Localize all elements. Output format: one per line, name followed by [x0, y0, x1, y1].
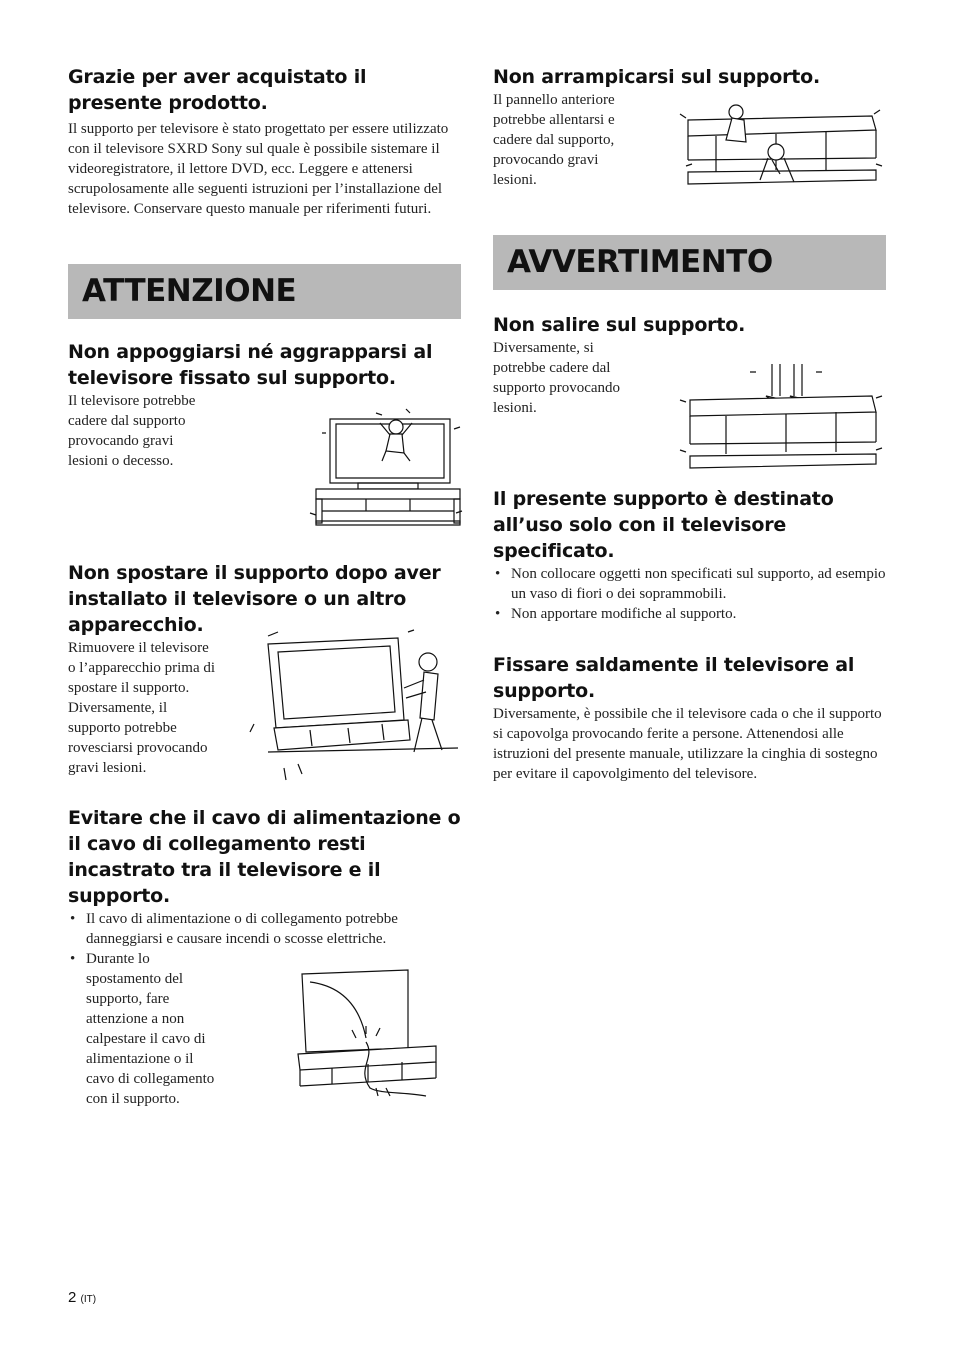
stand-warning-text: Diversamente, si potrebbe cadere dal supporto provocando lesioni. [493, 340, 621, 416]
fasten-tv-section [493, 652, 887, 784]
attenzione-banner: ATTENZIONE [68, 264, 461, 319]
person-standing-on-stand-illustration [676, 360, 886, 472]
move-warning-title: Non spostare il supporto dopo aver installato il televisore o un altro apparecchio. [68, 562, 441, 636]
fasten-tv-text: Diversamente, è possibile che il televisore cada o che il supporto si capovolga provocando ferite a persone. Attenendosi alle istruzioni del presente manuale, utilizzare la cinghia di sostegno per evitare il capovolgimento del televisore. [493, 706, 882, 782]
page-number: 2 (IT) [68, 1289, 97, 1306]
climb-warning-text: Il pannello anteriore potrebbe allentarsi e cadere dal supporto, provocando gravi lesioni. [493, 92, 615, 188]
lean-warning-title: Non appoggiarsi né aggrapparsi al televisore fissato sul supporto. [68, 341, 433, 389]
fasten-tv-title: Fissare saldamente il televisore al supporto. [493, 654, 855, 702]
man-pushing-stand-illustration [248, 628, 462, 784]
cable-trapped-illustration [296, 968, 440, 1098]
move-warning-text: Rimuovere il televisore o l’apparecchio prima di spostare il supporto. Diversamente, il supporto potrebbe rovesciarsi provocando gravi lesioni. [68, 640, 216, 776]
climb-warning-title: Non arrampicarsi sul supporto. [493, 66, 821, 88]
specified-tv-section [493, 486, 887, 624]
intro-section [68, 64, 462, 219]
lean-warning-text: Il televisore potrebbe cadere dal supporto provocando gravi lesioni o decesso. [68, 393, 196, 469]
specified-tv-list [493, 564, 887, 624]
avvertimento-banner: AVVERTIMENTO [493, 235, 886, 290]
specified-tv-title: Il presente supporto è destinato all’uso solo con il televisore specificato. [493, 488, 834, 562]
child-hanging-on-tv-illustration [306, 403, 462, 527]
intro-title: Grazie per aver acquistato il presente prodotto. [68, 66, 367, 114]
stand-warning-title: Non salire sul supporto. [493, 314, 746, 336]
children-climbing-illustration [676, 100, 886, 192]
list-item: • Non collocare oggetti non specificati sul supporto, ad esempio un vaso di fiori o dei soprammobili. [495, 566, 886, 602]
intro-text: Il supporto per televisore è stato progettato per essere utilizzato con il televisore SXRD Sony sul quale è possibile sistemare il videoregistratore, il lettore DVD, ecc. Leggere e attenersi scrupolosamente alle seguenti istruzioni per l’installazione del televisore. Conservare questo manuale per riferimenti futuri. [68, 121, 449, 217]
cable-warning-title: Evitare che il cavo di alimentazione o il cavo di collegamento resti incastrato tra il televisore e il supporto. [68, 807, 461, 907]
list-item: • Non apportare modifiche al supporto. [495, 606, 737, 622]
list-item: • Il cavo di alimentazione o di collegamento potrebbe danneggiarsi e causare incendi o scosse elettriche. [70, 911, 398, 947]
list-item: • Durante lo spostamento del supporto, fare attenzione a non calpestare il cavo di alimentazione o il cavo di collegamento con il supporto. [70, 951, 215, 1107]
